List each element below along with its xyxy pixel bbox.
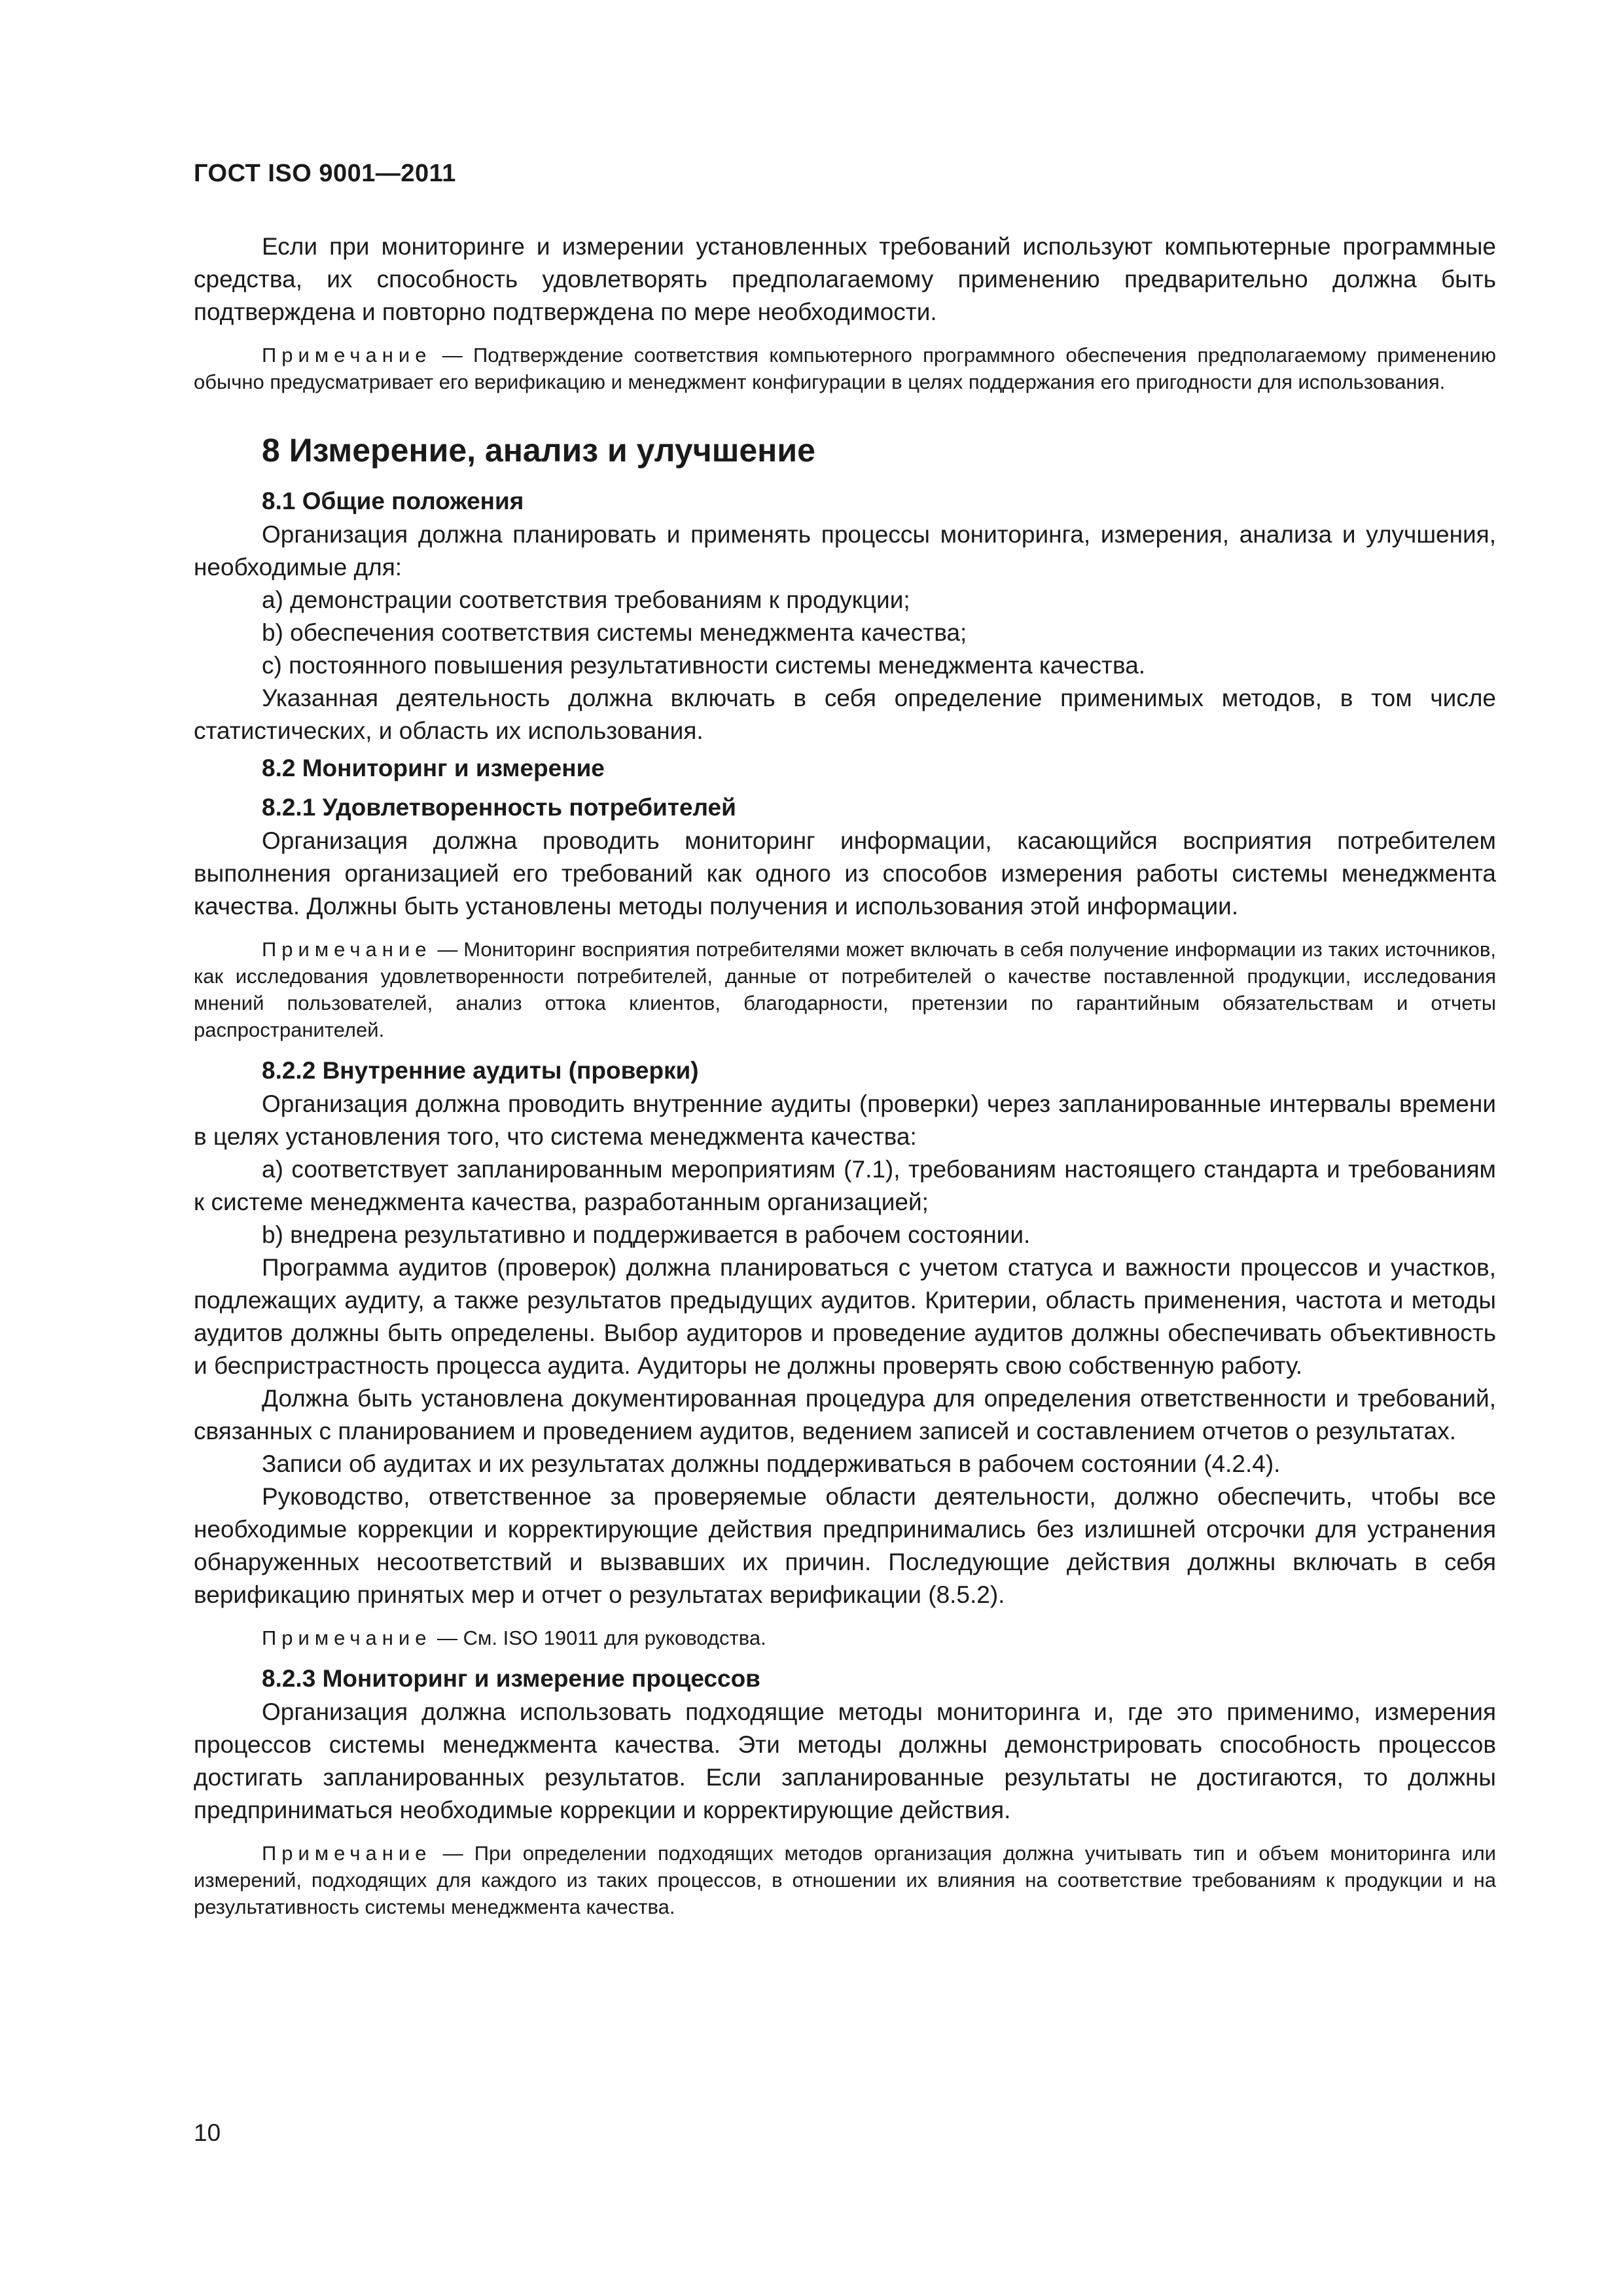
paragraph: Руководство, ответственное за проверяемые области деятельности, должно обеспечить, чтобы все необходимые коррекции и корректирующие действия предпринимались без излишней отсрочки для устранения обнаруженных несоответствий и вызвавших их причин. Последующие действия должны включать в себя верификацию принятых мер и отчет о результатах верификации (8.5.2). <box>194 1483 1496 1608</box>
subsection-heading: 8.1 Общие положения <box>262 488 524 514</box>
subsection-heading: 8.2 Мониторинг и измерение <box>262 755 605 781</box>
subsection-heading: 8.2.1 Удовлетворенность потребителей <box>262 794 736 821</box>
list-item: c) постоянного повышения результативности системы менеджмента качества. <box>262 652 1146 679</box>
paragraph: Организация должна планировать и применять процессы мониторинга, измерения, анализа и улучшения, необходимые для: <box>194 521 1496 581</box>
subsection-heading: 8.2.3 Мониторинг и измерение процессов <box>262 1665 760 1692</box>
document-body <box>194 230 1496 1931</box>
page-number: 10 <box>194 2119 221 2146</box>
list-item: a) соответствует запланированным мероприятиям (7.1), требованиям настоящего стандарта и требованиям к системе менеджмента качества, разработанным организацией; <box>194 1156 1496 1215</box>
list-item: b) обеспечения соответствия системы менеджмента качества; <box>262 619 967 646</box>
note-label: Примечание <box>262 938 432 961</box>
note-text: — См. ISO 19011 для руководства. <box>431 1626 766 1649</box>
note-text: — Подтверждение соответствия компьютерного программного обеспечения предполагаемому применению обычно предусматривает его верификацию и менеджмент конфигурации в целях поддержания его пригодности для использования. <box>194 344 1496 393</box>
note-label: Примечание <box>262 1842 432 1865</box>
note <box>194 1840 1496 1920</box>
note <box>194 936 1496 1043</box>
section-heading: 8 Измерение, анализ и улучшение <box>262 432 815 469</box>
note <box>194 1624 1496 1651</box>
list-item: a) демонстрации соответствия требованиям к продукции; <box>262 586 910 613</box>
note-label: Примечание <box>262 344 432 367</box>
paragraph: Организация должна проводить мониторинг информации, касающийся восприятия потребителем выполнения организацией его требований как одного из способов измерения работы системы менеджмента качества. Должны быть установлены методы получения и использования этой информации. <box>194 827 1496 920</box>
paragraph: Программа аудитов (проверок) должна планироваться с учетом статуса и важности процессов и участков, подлежащих аудиту, а также результатов предыдущих аудитов. Критерии, область применения, частота и методы аудитов должны быть определены. Выбор аудиторов и проведение аудитов должны обеспечивать объективность и беспристрастность процесса аудита. Аудиторы не должны проверять свою собственную работу. <box>194 1254 1496 1379</box>
note-text: — Мониторинг восприятия потребителями может включать в себя получение информации из таких источников, как исследования удовлетворенности потребителей, данные от потребителей о качестве поставленной продукции, исследования мнений пользователей, анализ оттока клиентов, благодарности, претензии по гарантийным обязательствам и отчеты распространителей. <box>194 938 1496 1041</box>
paragraph: Записи об аудитах и их результатах должны поддерживаться в рабочем состоянии (4.2.4). <box>262 1450 1281 1477</box>
note-text: — При определении подходящих методов организация должна учитывать тип и объем мониторинга или измерений, подходящих для каждого из таких процессов, в отношении их влияния на соответствие требованиям к продукции и на результативность системы менеджмента качества. <box>194 1842 1496 1918</box>
list-item: b) внедрена результативно и поддерживается в рабочем состоянии. <box>262 1221 1031 1248</box>
document-header: ГОСТ ISO 9001—2011 <box>194 160 456 187</box>
paragraph: Организация должна использовать подходящие методы мониторинга и, где это применимо, измерения процессов системы менеджмента качества. Эти методы должны демонстрировать способность процессов достигать запланированных результатов. Если запланированные результаты не достигаются, то должны предприниматься необходимые коррекции и корректирующие действия. <box>194 1698 1496 1823</box>
note <box>194 342 1496 395</box>
paragraph: Организация должна проводить внутренние аудиты (проверки) через запланированные интервалы времени в целях установления того, что система менеджмента качества: <box>194 1090 1496 1150</box>
paragraph: Должна быть установлена документированная процедура для определения ответственности и требований, связанных с планированием и проведением аудитов, ведением записей и составлением отчетов о результатах. <box>194 1385 1496 1444</box>
note-label: Примечание <box>262 1626 432 1649</box>
paragraph: Указанная деятельность должна включать в себя определение применимых методов, в том числе статистических, и область их использования. <box>194 685 1496 744</box>
subsection-heading: 8.2.2 Внутренние аудиты (проверки) <box>262 1057 699 1084</box>
paragraph: Если при мониторинге и измерении установленных требований используют компьютерные программные средства, их способность удовлетворять предполагаемому применению предварительно должна быть подтверждена и повторно подтверждена по мере необходимости. <box>194 233 1496 325</box>
